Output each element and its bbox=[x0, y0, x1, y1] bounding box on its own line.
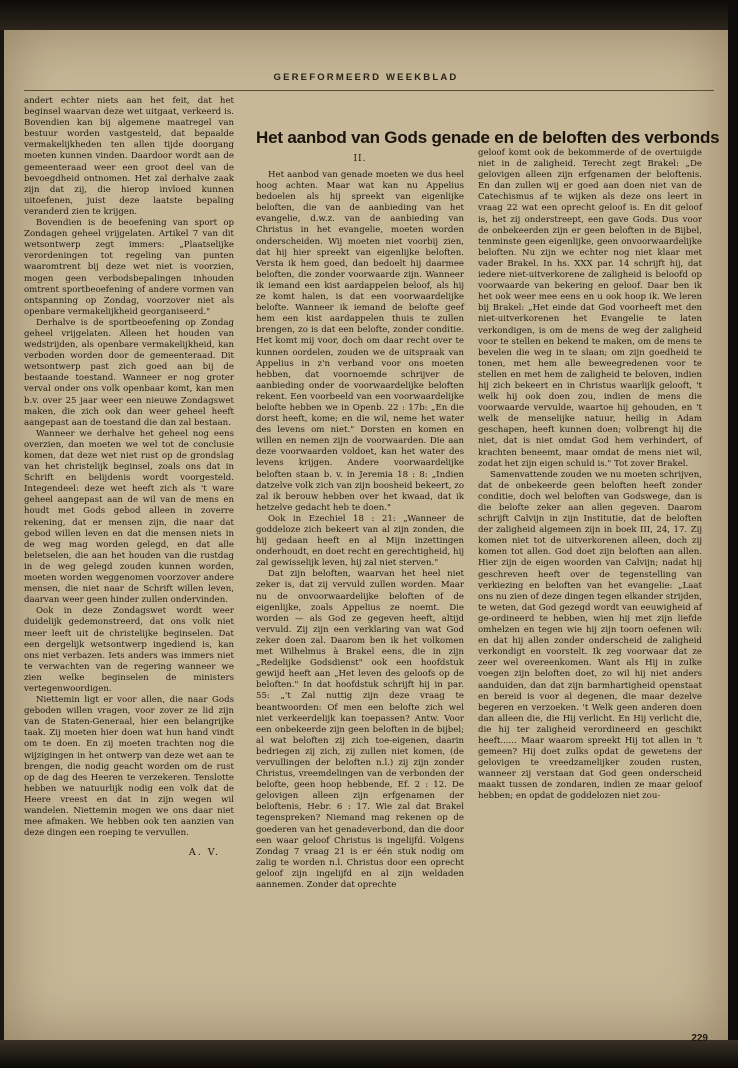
column-middle bbox=[256, 170, 464, 891]
paragraph: Ook in deze Zondagswet wordt weer duidelijk gedemonstreerd, dat ons volk niet meer leeft uit de christelijke beginselen. Dat een dergelijk wetsontwerp ingediend is, kan ons niet verbazen. Iets anders was immers niet te verwachten van de regering wanneer we zien welke beginselen de ministers vertegenwoordigen. bbox=[24, 606, 234, 694]
scan-right-edge bbox=[728, 0, 738, 1068]
paragraph: Samenvattende zouden we nu moeten schrijven, dat de onbekeerde geen beloften heeft zonder conditie, doch wel beloften van Godswege, dan is die belofte zeker aan allen gegeven. Daarom schrijft Calvijn in zijn Institutie, dat de beloften der zaligheid algemeen zijn in boek III, 24, 17. Zij komen niet tot de uitverkorenen alleen, doch zij komen tot allen. God doet zijn beloften aan allen. Hier zijn de eigen woorden van Calvijn; nadat hij geschreven heeft over de tegenstelling van verkiezing en beloften van het evangelie: „Laat ons nu zien of deze dingen tegen elkander strijden, te weten, dat God gezegd wordt van eeuwigheid af ge-ordineerd te hebben, wien hij met zijn liefde omhelzen en tegen wie hij zijn toorn oefenen wil: en dat hij allen zonder onderscheid de zaligheid verkondigt en voorstelt. Ik zeg voorwaar dat ze zeer wel overeenkomen. Want als Hij in zulke voegen zijn beloften doet, zo wil hij niet anders aanduiden, dan dat zijn barmhartigheid openstaat en bereid is voor al degenen, die maar dezelve begeren en verzoeken. 't Welk geen anderen doen dan alleen die, die Hij verlicht. En Hij verlicht die, die hij ter zaligheid verordineerd en geschikt heeft...... Maar waarom spreekt Hij tot allen in 't gemeen? Hij doet zulks opdat de gewetens der gelovigen te vreedzamelijker zouden rusten, wanneer zij verstaan dat God geen onderscheid maakt tussen de zondaren, indien ze maar geloof hebben; en opdat de goddelozen niet zou- bbox=[478, 469, 702, 802]
column-left bbox=[24, 96, 234, 858]
paragraph: Derhalve is de sportbeoefening op Zondag geheel vrijgelaten. Alleen het houden van wedstrijden, als openbare vermakelijkheid, kan verboden worden door de gemeenteraad. Dit wetsontwerp past zich goed aan bij de bestaande toestand. Wanneer er nog groter verval onder ons volk openbaar komt, kan men b.v. over 25 jaar weer een nieuwe Zondagswet maken, die zich ook dan weer geheel heeft aangepast aan de toestand die dan zal bestaan. bbox=[24, 317, 234, 428]
paragraph: Het aanbod van genade moeten we dus heel hoog achten. Maar wat kan nu Appelius bedoelen als hij spreekt van eigenlijke beloften, die van de aanbieding van het evangelie, d.w.z. van de aanbieding van Christus in het evangelie, moeten worden onderscheiden. Wij moeten niet voorbij zien, dat hij hier spreekt van eigenlijke beloften. Versta ik hem goed, dan bedoelt hij daarmee beloften, die zonder voorwaarde zijn. Wanneer ik iemand een kist aardappelen beloof, als hij ze komt halen, is dat een voorwaardelijke belofte. Wanneer ik iemand de belofte geef hem een kist aardappelen thuis te zullen brengen, zo is dat een belofte, zonder conditie. Het komt mij voor, doch om daar recht over te kunnen oordelen, zouden we de uitspraak van Appelius in z'n verband voor ons moeten hebben, dat voornoemde schrijver de aanbieding onder de voorwaardelijke beloften rekent. Een voorbeeld van een voorwaardelijke belofte hebben we in Openb. 22 : 17b: „En die dorst heeft, kome; en die wil, neme het water des levens om niet." Dorsten en komen en willen en nemen zijn de voorwaarden. Die aan deze voorwaarden voldoet, kan het water des levens krijgen. Andere voorwaardelijke beloften staan b. v. in Jeremia 18 : 8: „Indien datzelve volk zich van zijn boosheid bekeert, zo zal ik berouw hebben over het kwaad, dat ik hetzelve gedacht heb te doen." bbox=[256, 170, 464, 513]
paragraph: Ook in Ezechiel 18 : 21: „Wanneer de goddeloze zich bekeert van al zijn zonden, die hij gedaan heeft en al Mijn inzettingen onderhoudt, en doet recht en gerechtigheid, hij zal gewisselijk leven, hij zal niet sterven." bbox=[256, 513, 464, 569]
newspaper-page bbox=[4, 30, 728, 1044]
section-number: II. bbox=[353, 154, 367, 164]
paragraph: Niettemin ligt er voor allen, die naar Gods geboden willen vragen, voor zover ze lid zijn van de Staten-Generaal, hier een belangrijke taak. Zij moeten hier doen wat hun hand vindt om te doen. En zij moeten trachten nog die wijzigingen in het ontwerp van deze wet aan te brengen, die nodig geacht worden om de rust op de dag des Heeren te verzekeren. Tenslotte hebben we natuurlijk nodig een volk dat de Heere vreest en dat in zijn wegen wil wandelen. Niettemin mogen we ons daar niet mee afmaken. We hebben ook ten aanzien van deze dingen een roeping te vervullen. bbox=[24, 695, 234, 839]
scan-top-edge bbox=[0, 0, 738, 30]
paragraph: Dat zijn beloften, waarvan het heel niet zeker is, dat zij vervuld zullen worden. Maar nu de onvoorwaardelijke beloften of de eigenlijke, zoals Appelius ze noemt. Die worden — als God ze gegeven heeft, altijd vervuld. Zij zijn een verklaring van wat God zeker doen zal. Daarom ben ik het volkomen met Wilhelmus à Brakel eens, die in zijn „Redelijke Godsdienst" ook een hoofdstuk gewijd heeft aan „Het leven des geloofs op de beloften." In dat hoofdstuk schrijft hij in par. 55: „'t Zal nuttig zijn deze vraag te beantwoorden: Of men een belofte zich wel niet verkeerdelijk kan toepassen? Antw. Voor een onbekeerde zijn geen beloften in de bijbel; al wat beloften zij zich toe-eigenen, daarin bedriegen zij zich, zij zullen niet komen, (de vervullingen der beloften n.l.) zij zijn zonder Christus, vreemdelingen van de verbonden der belofte, geen hoop hebbende, Ef. 2 : 12. De gelovigen alleen zijn erfgenamen der beloftenis, Hebr. 6 : 17. Wie zal dat Brakel tegenspreken? Niemand mag rekenen op de goederen van het genadeverbond, dan die door een waar geloof Christus is ingelijfd. Volgens Zondag 7 vraag 21 is er één stuk nodig om zalig te worden n.l. Christus door een oprecht geloof zijn ingelijfd en al zijn weldaden aannemen. Zonder dat oprechte bbox=[256, 569, 464, 890]
column-right bbox=[478, 148, 702, 803]
paragraph: geloof komt ook de bekommerde of de overtuigde niet in de zaligheid. Terecht zegt Brakel: „De gelovigen alleen zijn erfgenamen der beloftenis. En dan zullen wij er goed aan doen niet van de Catechismus af te wijken als deze ons leert in vraag 22 wat een oprecht geloof is. En dit geloof is, het zij onderstreept, een gave Gods. Dus voor de onbekeerden zijn er geen beloften in de Bijbel, tenminste geen eigenlijke, geen onvoorwaardelijke beloften. Nu zijn we echter nog niet klaar met vader Brakel. In hs. XXX par. 14 schrijft hij, dat iedere niet-uitverkorene de zaligheid is beloofd op voorwaarde van bekering en geloof. Daar ben ik het ook weer mee eens en u ook hoop ik. We leren bij Brakel: „Het einde dat God voorheeft met den niet-uitverkorenen het Evangelie te laten verkondigen, is om de mens de weg der zaligheid voor te stellen en bekend te maken, om de mens te bevelen die weg in te slaan; om zijn goedheid te tonen, met hem alle beweegredenen voor te stellen en met hem de zaligheid te beloven, indien hij zich bekeert en in Christus waarlijk gelooft, 't welk hij ook doen zou, indien de mens die voorwaarde vervulde, waartoe hij gehouden, en 't welk de menselijke natuur, heilig in Adam geschapen, heeft kunnen doen; volbrengt hij die niet, dat is niet omdat God hem verhindert, of krachten beneemt, maar omdat de mens niet wil, zodat het zijn eigen schuld is." Tot zover Brakel. bbox=[478, 148, 702, 469]
header-rule bbox=[24, 90, 714, 91]
running-head: GEREFORMEERD WEEKBLAD bbox=[273, 72, 459, 83]
page-number: 229 bbox=[691, 1033, 708, 1044]
paragraph: andert echter niets aan het feit, dat het beginsel waarvan deze wet uitgaat, verkeerd is. Bovendien kan bij algemene maatregel van bestuur worden vastgesteld, dat bepaalde vermakelijkheden ten allen tijde doorgang moeten kunnen vinden. Daardoor wordt aan de gemeenteraad weer een groot deel van de bevoegdheid ontnomen. Het zal derhalve zaak zijn dat zij, die hierop invloed kunnen uitoefenen, juist deze laatste bepaling veranderd zien te krijgen. bbox=[24, 96, 234, 217]
author-signature: A. V. bbox=[188, 847, 220, 859]
scan-bottom-edge bbox=[0, 1040, 738, 1068]
article-headline: Het aanbod van Gods genade en de beloften des verbonds bbox=[256, 128, 720, 147]
paragraph: Wanneer we derhalve het geheel nog eens overzien, dan moeten we wel tot de conclusie komen, dat deze wet niet rust op de grondslag van het christelijk beginsel, zoals ons dat in Schrift en belijdenis wordt voorgesteld. Integendeel: deze wet heeft zich als 't ware geheel aangepast aan de wil van de mens en houdt met Gods gebod alleen in zoverre rekening, dat er mensen zijn, die naar dat gebod willen leven en dat die mensen niets in de weg mag worden gelegd, en dat alle beletselen, die aan het houden van die rustdag in de weg gelegd zouden kunnen worden, moeten worden weggenomen voorzover andere mensen, die niet naar de Schrift willen leven, daarvan weer geen hinder zullen ondervinden. bbox=[24, 428, 234, 606]
paragraph: Bovendien is de beoefening van sport op Zondagen geheel vrijgelaten. Artikel 7 van dit wetsontwerp zegt immers: „Plaatselijke verordeningen tot regeling van punten waaromtrent bij deze wet niet is voorzien, mogen geen verbodsbepalingen inhouden omtrent sportbeoefening of andere vormen van ontspanning op Zondag, voorzover niet als openbare vermakelijkheid georganiseerd." bbox=[24, 218, 234, 317]
